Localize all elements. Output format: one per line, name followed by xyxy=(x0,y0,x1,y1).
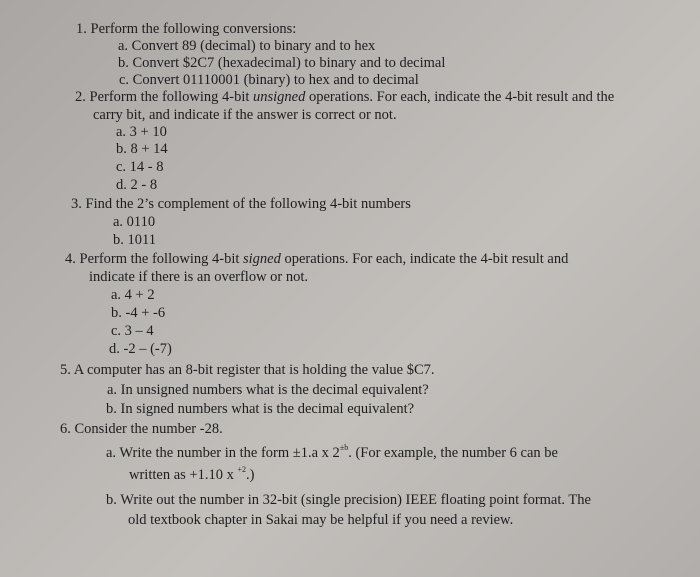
q5-b: b. In signed numbers what is the decimal equivalent? xyxy=(106,401,415,417)
q5-heading: 5. A computer has an 8-bit register that is holding the value $C7. xyxy=(60,362,435,378)
q2-c: c. 14 - 8 xyxy=(116,159,164,175)
q6-b-line2: old textbook chapter in Sakai may be helpful if you need a review. xyxy=(128,512,514,528)
q4-b: b. -4 + -6 xyxy=(111,305,166,321)
q1-heading: 1. Perform the following conversions: xyxy=(76,21,297,37)
q4-d: d. -2 – (-7) xyxy=(109,341,172,357)
q4-heading-line2: indicate if there is an overflow or not. xyxy=(89,269,309,285)
q3-heading: 3. Find the 2’s complement of the following 4-bit numbers xyxy=(71,196,411,212)
q3-a: a. 0110 xyxy=(113,214,156,230)
q2-d: d. 2 - 8 xyxy=(116,177,158,193)
q6-heading: 6. Consider the number -28. xyxy=(60,421,223,437)
q6-a-line2: written as +1.10 x $^{+2}$.) xyxy=(129,465,255,483)
q2-heading-line2: carry bit, and indicate if the answer is correct or not. xyxy=(93,107,397,123)
q2-a: a. 3 + 10 xyxy=(116,124,167,140)
q1-b: b. Convert $2C7 (hexadecimal) to binary and to decimal xyxy=(118,55,446,71)
q5-a: a. In unsigned numbers what is the decimal equivalent? xyxy=(107,382,429,398)
q2-heading: 2. Perform the following 4-bit unsigned operations. For each, indicate the 4-bit result and the xyxy=(75,89,615,105)
q4-c: c. 3 – 4 xyxy=(111,323,154,339)
q4-heading: 4. Perform the following 4-bit signed operations. For each, indicate the 4-bit result and xyxy=(65,251,569,267)
q6-a: a. Write the number in the form ±1.a x $2^{\pm b}$. (For example, the number 6 can be xyxy=(106,443,558,461)
q1-c: c. Convert 01110001 (binary) to hex and to decimal xyxy=(119,72,419,88)
q4-a: a. 4 + 2 xyxy=(111,287,155,303)
q6-b: b. Write out the number in 32-bit (single precision) IEEE floating point format. The xyxy=(106,492,591,508)
q2-b: b. 8 + 14 xyxy=(116,141,168,157)
q1-a: a. Convert 89 (decimal) to binary and to hex xyxy=(118,38,376,54)
q3-b: b. 1011 xyxy=(113,232,156,248)
